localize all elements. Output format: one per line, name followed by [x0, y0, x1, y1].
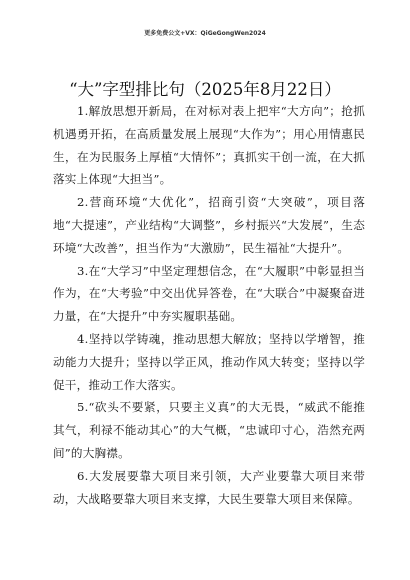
- paragraph-2: 2.营商环境“大优化”，招商引资“大突破”，项目落地“大提速”，产业结构“大调整”，乡村振兴“大发展”，生态环境“大改善”，担当作为“大激励”，民生福祉“大提升”。: [53, 195, 365, 255]
- paragraph-6: 6.大发展要靠大项目来引领，大产业要靠大项目来带动，大战略要靠大项目来支撑，大民生要靠大项目来保障。: [53, 468, 365, 506]
- paragraph-1: 1.解放思想开新局，在对标对表上把牢“大方向”；抢抓机遇勇开拓，在高质量发展上展现“大作为”；用心用情惠民生，在为民服务上厚植“大情怀”；真抓实干创一流，在大抓落实上体现“大担当”。: [53, 104, 365, 187]
- watermark-text: 更多免费公文+VX：QiGeGongWen2024: [144, 30, 266, 37]
- document-title: “大”字型排比句（2025年8月22日）: [69, 80, 341, 99]
- paragraph-3: 3.在“大学习”中坚定理想信念，在“大履职”中彰显担当作为，在“大考验”中交出优异答卷，在“大联合”中凝聚奋进力量，在“大提升”中夯实履职基础。: [53, 263, 365, 324]
- paragraph-4: 4.坚持以学铸魂，推动思想大解放；坚持以学增智，推动能力大提升；坚持以学正风，推动作风大转变；坚持以学促干，推动工作大落实。: [53, 331, 365, 392]
- document-body: [53, 100, 365, 510]
- paragraph-5: 5.“砍头不要紧，只要主义真”的大无畏，“威武不能推其气，利禄不能动其心”的大气概，“忠诚印寸心，浩然充两间”的大胸襟。: [53, 400, 365, 460]
